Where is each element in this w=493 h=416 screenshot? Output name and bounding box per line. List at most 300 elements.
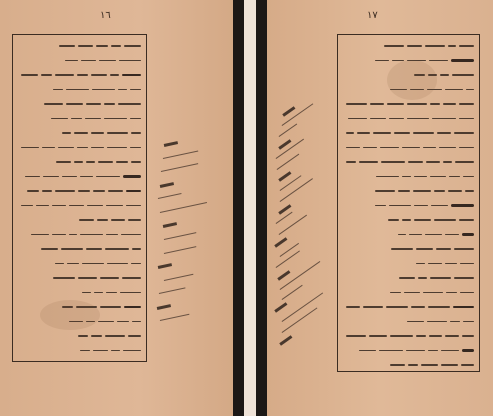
ink-word bbox=[78, 45, 93, 47]
ink-word bbox=[106, 292, 117, 294]
ink-word bbox=[128, 335, 141, 337]
ink-word bbox=[429, 335, 442, 337]
handwritten-line bbox=[18, 256, 141, 270]
ink-word bbox=[91, 74, 107, 76]
ink-word bbox=[104, 118, 128, 120]
ink-word bbox=[398, 234, 406, 236]
ink-word bbox=[416, 263, 425, 265]
handwritten-line bbox=[343, 271, 474, 285]
ink-word bbox=[346, 132, 354, 134]
ink-word bbox=[370, 103, 385, 105]
ink-word bbox=[77, 74, 89, 76]
ink-word bbox=[71, 118, 83, 120]
ink-word bbox=[461, 364, 474, 366]
ink-word bbox=[96, 176, 119, 178]
ink-word bbox=[441, 350, 458, 352]
ink-word bbox=[100, 277, 119, 279]
ink-word bbox=[454, 277, 474, 279]
ink-word bbox=[390, 364, 404, 366]
ink-word bbox=[450, 321, 460, 323]
marginal-note-stroke bbox=[282, 285, 303, 300]
ink-word bbox=[348, 118, 367, 120]
ink-word bbox=[42, 147, 55, 149]
ink-word bbox=[460, 292, 474, 294]
left-folio-number: ١٦ bbox=[100, 10, 111, 21]
paper-stain bbox=[40, 300, 100, 330]
ink-word bbox=[80, 176, 93, 178]
ink-word bbox=[384, 45, 404, 47]
ink-word bbox=[98, 321, 114, 323]
ink-word bbox=[408, 161, 423, 163]
handwritten-line bbox=[343, 242, 474, 256]
handwritten-line bbox=[343, 329, 474, 343]
ink-word bbox=[426, 161, 440, 163]
handwritten-line bbox=[343, 285, 474, 299]
handwritten-line bbox=[18, 155, 141, 169]
ink-word bbox=[445, 263, 457, 265]
ink-word bbox=[51, 118, 68, 120]
handwritten-line bbox=[18, 227, 141, 241]
ink-word bbox=[454, 132, 474, 134]
ink-word bbox=[107, 147, 127, 149]
ink-word bbox=[451, 204, 474, 207]
ink-word bbox=[346, 335, 366, 337]
ink-word bbox=[27, 190, 39, 192]
ink-word bbox=[376, 176, 399, 178]
ink-word bbox=[65, 60, 78, 62]
handwritten-line bbox=[18, 184, 141, 198]
ink-word bbox=[55, 74, 74, 76]
ink-word bbox=[443, 103, 456, 105]
ink-word bbox=[69, 205, 84, 207]
ink-word bbox=[375, 190, 395, 192]
ink-word bbox=[404, 292, 420, 294]
ink-word bbox=[116, 161, 128, 163]
ink-word bbox=[379, 350, 402, 352]
ink-word bbox=[97, 219, 108, 221]
handwritten-line bbox=[343, 155, 474, 169]
ink-word bbox=[346, 161, 356, 163]
ink-word bbox=[402, 147, 420, 149]
ink-word bbox=[428, 263, 442, 265]
handwritten-line bbox=[18, 39, 141, 53]
ink-word bbox=[52, 234, 66, 236]
ink-word bbox=[132, 248, 141, 250]
ink-word bbox=[430, 176, 446, 178]
marginal-note-stroke bbox=[161, 163, 199, 172]
handwritten-line bbox=[18, 140, 141, 154]
ink-word bbox=[106, 234, 118, 236]
ink-word bbox=[86, 161, 95, 163]
ink-word bbox=[434, 219, 456, 221]
ink-word bbox=[441, 364, 458, 366]
ink-word bbox=[418, 277, 426, 279]
ink-word bbox=[105, 248, 129, 250]
right-folio-number: ١٧ bbox=[367, 10, 378, 21]
marginal-note-stroke bbox=[280, 243, 300, 257]
ink-word bbox=[124, 306, 141, 309]
ink-word bbox=[443, 161, 452, 163]
handwritten-line bbox=[343, 184, 474, 198]
handwritten-line bbox=[18, 343, 141, 357]
ink-word bbox=[67, 263, 79, 265]
ink-word bbox=[107, 263, 128, 265]
handwritten-line bbox=[18, 169, 141, 183]
left-marginal-notes bbox=[155, 140, 225, 340]
ink-word bbox=[430, 103, 439, 105]
ink-word bbox=[425, 45, 445, 47]
handwritten-line bbox=[343, 358, 474, 367]
ink-word bbox=[111, 45, 121, 47]
ink-word bbox=[416, 335, 426, 337]
ink-word bbox=[93, 190, 105, 192]
ink-word bbox=[459, 219, 474, 221]
ink-word bbox=[357, 132, 370, 134]
marginal-note-stroke bbox=[274, 237, 287, 247]
ink-word bbox=[123, 350, 141, 352]
ink-word bbox=[448, 45, 456, 47]
ink-word bbox=[445, 234, 459, 236]
ink-word bbox=[462, 335, 474, 337]
ink-word bbox=[430, 277, 452, 279]
marginal-note-stroke bbox=[274, 303, 287, 313]
ink-word bbox=[346, 147, 360, 149]
marginal-note-stroke bbox=[158, 193, 182, 199]
ink-word bbox=[466, 89, 474, 91]
ink-word bbox=[459, 118, 474, 120]
marginal-note-stroke bbox=[164, 273, 194, 281]
ink-word bbox=[36, 205, 49, 207]
handwritten-line bbox=[343, 198, 474, 212]
ink-word bbox=[62, 132, 71, 134]
ink-word bbox=[459, 45, 474, 47]
ink-word bbox=[440, 74, 449, 76]
ink-word bbox=[381, 161, 405, 163]
ink-word bbox=[431, 205, 449, 207]
ink-word bbox=[387, 103, 404, 105]
handwritten-line bbox=[343, 300, 474, 314]
marginal-note-stroke bbox=[282, 106, 295, 116]
ink-word bbox=[375, 205, 386, 207]
ink-word bbox=[128, 219, 141, 221]
ink-word bbox=[66, 103, 83, 105]
left-page bbox=[0, 0, 233, 416]
ink-word bbox=[414, 219, 431, 221]
ink-word bbox=[451, 59, 474, 62]
handwritten-line bbox=[343, 213, 474, 227]
ink-word bbox=[92, 89, 115, 91]
handwritten-line bbox=[18, 213, 141, 227]
ink-word bbox=[432, 118, 455, 120]
ink-word bbox=[120, 292, 141, 294]
marginal-note-stroke bbox=[163, 223, 177, 228]
ink-word bbox=[61, 248, 83, 250]
ink-word bbox=[132, 321, 141, 323]
ink-word bbox=[87, 205, 103, 207]
ink-word bbox=[402, 176, 410, 178]
right-page bbox=[267, 0, 493, 416]
marginal-note-stroke bbox=[160, 182, 174, 187]
ink-word bbox=[423, 147, 436, 149]
ink-word bbox=[409, 234, 422, 236]
handwritten-line bbox=[18, 285, 141, 299]
paper-stain bbox=[387, 60, 437, 100]
ink-word bbox=[391, 248, 413, 250]
ink-word bbox=[118, 103, 141, 105]
ink-word bbox=[369, 335, 387, 337]
ink-word bbox=[437, 132, 452, 134]
ink-word bbox=[414, 176, 427, 178]
handwritten-line bbox=[343, 126, 474, 140]
ink-word bbox=[78, 277, 97, 279]
ink-word bbox=[453, 306, 474, 309]
handwritten-line bbox=[343, 140, 474, 154]
ink-word bbox=[448, 190, 462, 192]
binding-gutter bbox=[233, 0, 267, 416]
ink-word bbox=[394, 132, 410, 134]
ink-word bbox=[389, 118, 404, 120]
ink-word bbox=[94, 292, 103, 294]
ink-word bbox=[413, 190, 432, 192]
ink-word bbox=[56, 161, 71, 163]
ink-word bbox=[460, 263, 474, 265]
marginal-note-stroke bbox=[281, 308, 317, 334]
ink-word bbox=[363, 147, 378, 149]
ink-word bbox=[375, 60, 389, 62]
ink-word bbox=[462, 233, 474, 236]
ink-word bbox=[86, 103, 101, 105]
ink-word bbox=[346, 306, 360, 308]
ink-word bbox=[82, 292, 91, 294]
ink-word bbox=[31, 234, 48, 236]
ink-word bbox=[459, 103, 474, 105]
ink-word bbox=[44, 103, 63, 105]
ink-word bbox=[99, 60, 116, 62]
ink-word bbox=[446, 292, 458, 294]
ink-word bbox=[429, 60, 448, 62]
ink-word bbox=[406, 350, 425, 352]
ink-word bbox=[425, 234, 441, 236]
ink-word bbox=[62, 176, 77, 178]
ink-word bbox=[359, 161, 377, 163]
marginal-note-stroke bbox=[278, 172, 291, 182]
ink-word bbox=[436, 248, 451, 250]
ink-word bbox=[390, 292, 402, 294]
ink-word bbox=[427, 321, 447, 323]
ink-word bbox=[407, 118, 429, 120]
ink-word bbox=[408, 364, 418, 366]
ink-word bbox=[91, 132, 105, 134]
ink-word bbox=[459, 147, 474, 149]
ink-word bbox=[445, 89, 463, 91]
handwritten-line bbox=[343, 256, 474, 270]
ink-word bbox=[110, 74, 119, 76]
ink-word bbox=[121, 234, 141, 236]
right-marginal-notes bbox=[273, 110, 333, 360]
ink-word bbox=[108, 190, 123, 192]
marginal-note-stroke bbox=[278, 270, 291, 280]
ink-word bbox=[98, 161, 113, 163]
ink-word bbox=[130, 89, 141, 91]
ink-word bbox=[53, 277, 75, 279]
ink-word bbox=[434, 190, 445, 192]
ink-word bbox=[117, 321, 129, 323]
ink-word bbox=[52, 205, 66, 207]
handwritten-line bbox=[18, 271, 141, 285]
handwritten-line bbox=[18, 126, 141, 140]
marginal-note-stroke bbox=[279, 179, 312, 203]
marginal-note-stroke bbox=[275, 212, 292, 225]
ink-word bbox=[41, 248, 58, 250]
ink-word bbox=[428, 306, 450, 308]
ink-word bbox=[25, 176, 40, 178]
ink-word bbox=[106, 205, 123, 207]
handwritten-line bbox=[18, 53, 141, 67]
ink-word bbox=[74, 132, 88, 134]
ink-word bbox=[21, 205, 33, 207]
handwritten-line bbox=[18, 82, 141, 96]
ink-word bbox=[346, 103, 367, 105]
ink-word bbox=[111, 219, 125, 221]
ink-word bbox=[416, 248, 433, 250]
handwritten-line bbox=[18, 329, 141, 343]
ink-word bbox=[465, 190, 474, 192]
ink-word bbox=[53, 89, 63, 91]
handwritten-line bbox=[18, 111, 141, 125]
ink-word bbox=[55, 263, 63, 265]
marginal-note-stroke bbox=[160, 314, 190, 322]
ink-word bbox=[74, 161, 83, 163]
ink-word bbox=[55, 190, 75, 192]
ink-word bbox=[91, 147, 105, 149]
handwritten-line bbox=[343, 227, 474, 241]
ink-word bbox=[41, 74, 52, 76]
ink-word bbox=[96, 45, 108, 47]
ink-word bbox=[43, 176, 59, 178]
ink-word bbox=[21, 74, 38, 76]
ink-word bbox=[390, 335, 413, 337]
marginal-note-stroke bbox=[157, 263, 171, 268]
ink-word bbox=[463, 176, 474, 178]
ink-word bbox=[119, 60, 141, 62]
handwritten-line bbox=[343, 169, 474, 183]
ink-word bbox=[118, 89, 127, 91]
ink-word bbox=[93, 350, 107, 352]
ink-word bbox=[380, 147, 399, 149]
ink-word bbox=[131, 132, 141, 134]
ink-word bbox=[455, 161, 474, 163]
ink-word bbox=[123, 175, 141, 178]
handwritten-line bbox=[18, 68, 141, 82]
ink-word bbox=[66, 89, 90, 91]
ink-word bbox=[91, 335, 101, 337]
ink-word bbox=[107, 132, 127, 134]
ink-word bbox=[21, 147, 39, 149]
ink-word bbox=[82, 263, 104, 265]
ink-word bbox=[130, 118, 141, 120]
handwritten-line bbox=[343, 343, 474, 357]
marginal-note-stroke bbox=[160, 202, 207, 213]
marginal-note-stroke bbox=[275, 250, 300, 268]
ink-word bbox=[58, 147, 74, 149]
ink-word bbox=[59, 45, 75, 47]
ink-word bbox=[398, 190, 410, 192]
ink-word bbox=[126, 205, 141, 207]
ink-word bbox=[124, 45, 141, 47]
ink-word bbox=[105, 335, 126, 337]
ink-word bbox=[454, 248, 474, 250]
ink-word bbox=[413, 132, 434, 134]
ink-word bbox=[421, 364, 438, 366]
ink-word bbox=[445, 335, 459, 337]
ink-word bbox=[363, 306, 383, 308]
ink-word bbox=[79, 219, 93, 221]
ink-word bbox=[80, 350, 90, 352]
ink-word bbox=[122, 277, 141, 279]
ink-word bbox=[86, 248, 101, 250]
marginal-note-stroke bbox=[163, 141, 177, 146]
ink-word bbox=[452, 74, 474, 76]
ink-word bbox=[126, 190, 141, 193]
ink-word bbox=[386, 306, 408, 308]
marginal-note-stroke bbox=[164, 246, 197, 254]
ink-word bbox=[131, 161, 141, 163]
ink-word bbox=[407, 45, 422, 47]
ink-word bbox=[388, 219, 399, 221]
ink-word bbox=[78, 190, 90, 192]
ink-word bbox=[69, 234, 77, 236]
ink-word bbox=[423, 292, 443, 294]
ink-word bbox=[131, 263, 141, 265]
handwritten-line bbox=[343, 314, 474, 328]
ink-word bbox=[389, 205, 410, 207]
ink-word bbox=[85, 118, 100, 120]
marginal-note-stroke bbox=[159, 288, 186, 295]
ink-word bbox=[449, 176, 460, 178]
ink-word bbox=[428, 350, 438, 352]
ink-word bbox=[399, 277, 416, 279]
marginal-note-stroke bbox=[279, 335, 292, 345]
ink-word bbox=[81, 60, 96, 62]
ink-word bbox=[78, 335, 89, 337]
ink-word bbox=[130, 147, 141, 149]
ink-word bbox=[462, 349, 474, 352]
ink-word bbox=[439, 147, 456, 149]
handwritten-line bbox=[343, 39, 474, 53]
ink-word bbox=[80, 234, 103, 236]
ink-word bbox=[463, 321, 474, 323]
ink-word bbox=[414, 205, 428, 207]
marginal-note-stroke bbox=[157, 304, 171, 309]
ink-word bbox=[370, 118, 386, 120]
handwritten-line bbox=[18, 97, 141, 111]
ink-word bbox=[407, 103, 427, 105]
marginal-note-stroke bbox=[163, 150, 198, 159]
ink-word bbox=[77, 147, 88, 149]
ink-word bbox=[122, 74, 141, 77]
ink-word bbox=[402, 219, 411, 221]
ink-word bbox=[373, 132, 391, 134]
ink-word bbox=[42, 190, 52, 192]
ink-word bbox=[111, 350, 120, 352]
ink-word bbox=[359, 350, 377, 352]
ink-word bbox=[104, 103, 115, 105]
ink-word bbox=[411, 306, 425, 308]
handwritten-line bbox=[18, 242, 141, 256]
marginal-note-stroke bbox=[164, 232, 197, 240]
ink-word bbox=[407, 321, 424, 323]
handwritten-line bbox=[18, 198, 141, 212]
